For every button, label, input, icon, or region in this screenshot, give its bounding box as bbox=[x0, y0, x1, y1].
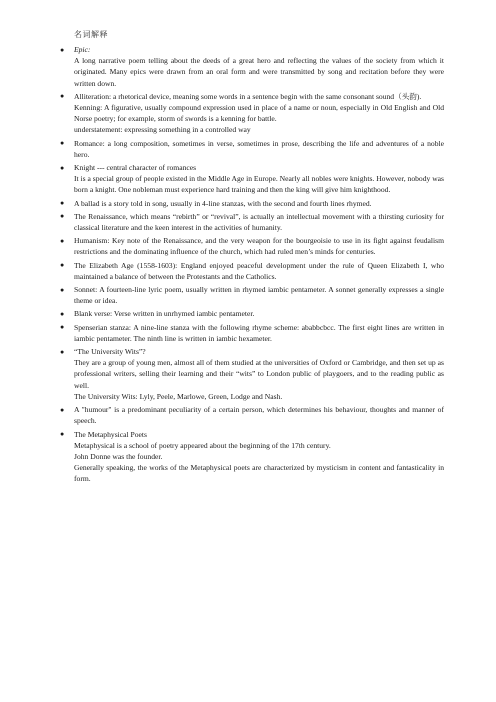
definition: The Elizabeth Age (1558-1603): England enjoyed peaceful development under the rule of Queen Elizabeth I, who maintained a balance of between the Protestants and the Catholics. bbox=[74, 260, 444, 281]
term: Knight --- central character of romances bbox=[74, 163, 197, 173]
entry-humanism bbox=[58, 235, 444, 257]
entry-humour bbox=[58, 404, 444, 426]
definition: A "humour" is a predominant peculiarity of a certain person, which determines his behaviour, thoughts and manner of speech. bbox=[74, 405, 444, 426]
entry-epic bbox=[58, 44, 444, 89]
bullet-icon: ● bbox=[60, 139, 65, 148]
entry-metaphysical-poets bbox=[58, 429, 444, 485]
definition: They are a group of young men, almost all of them studied at the universities of Oxford or Cambridge, and then set up as professional writers, selling their learning and their “wits” to London public of playgoers, and to the reading public as well. bbox=[74, 358, 444, 390]
definition: Humanism: Key note of the Renaissance, and the very weapon for the bourgeoisie to use in its fight against feudalism restrictions and the dominating influence of the church, which had ruled men’s minds for centuries. bbox=[74, 236, 444, 257]
definition: Spenserian stanza: A nine-line stanza with the following rhyme scheme: ababbcbcc. The first eight lines are written in iambic pentameter. The ninth line is written in iambic hexameter. bbox=[74, 322, 444, 343]
bullet-icon: ● bbox=[60, 163, 65, 172]
definition: understatement: expressing something in a controlled way bbox=[74, 125, 251, 135]
entry-elizabeth-age bbox=[58, 260, 444, 282]
definition: A ballad is a story told in song, usually in 4-line stanzas, with the second and fourth lines rhymed. bbox=[74, 198, 372, 208]
bullet-icon: ● bbox=[60, 92, 65, 101]
bullet-icon: ● bbox=[60, 45, 65, 54]
entry-sonnet bbox=[58, 284, 444, 306]
definition: Romance: a long composition, sometimes in verse, sometimes in prose, describing the life and adventures of a noble hero. bbox=[74, 138, 444, 159]
definition: The University Wits: Lyly, Peele, Marlowe, Green, Lodge and Nash. bbox=[74, 391, 283, 401]
bullet-icon: ● bbox=[60, 323, 65, 332]
definition: Generally speaking, the works of the Metaphysical poets are characterized by mysticism in content and fantasticality in form. bbox=[74, 463, 444, 484]
bullet-icon: ● bbox=[60, 261, 65, 270]
definition: It is a special group of people existed in the Middle Age in Europe. Nearly all nobles were knights. However, nobody was born a knight. One nobleman must experience hard training and then the king will give him knighthood. bbox=[74, 174, 445, 195]
definition: The Renaissance, which means “rebirth” or “revival”, is actually an intellectual movement with a thirsting curiosity for classical literature and the keen interest in the activities of humanity. bbox=[74, 211, 444, 233]
entry-spenserian-stanza bbox=[58, 322, 444, 344]
entry-university-wits bbox=[58, 346, 444, 402]
bullet-icon: ● bbox=[60, 212, 65, 221]
definition: Kenning: A figurative, usually compound expression used in place of a name or noun, especially in Old English and Old Norse poetry; for example, storm of swords is a kenning for battle. bbox=[74, 103, 444, 124]
term: “The University Wits”? bbox=[74, 347, 146, 357]
bullet-icon: ● bbox=[60, 236, 65, 245]
bullet-icon: ● bbox=[60, 199, 65, 208]
entry-knight bbox=[58, 162, 444, 196]
definition: A long narrative poem telling about the deeds of a great hero and reflecting the values of the society from which it originated. Many epics were drawn from an oral form and were transmitted by song and recitation before they were written down. bbox=[74, 56, 444, 88]
definition: Metaphysical is a school of poetry appeared about the beginning of the 17th century. bbox=[74, 440, 331, 450]
definition: Alliteration: a rhetorical device, meaning some words in a sentence begin with the same consonant sound（头韵). bbox=[74, 91, 422, 101]
bullet-icon: ● bbox=[60, 405, 65, 414]
definition: Blank verse: Verse written in unrhymed iambic pentameter. bbox=[74, 309, 255, 319]
bullet-icon: ● bbox=[60, 347, 65, 356]
glossary-list bbox=[58, 44, 444, 487]
definition: John Donne was the founder. bbox=[74, 451, 163, 461]
term: Epic: bbox=[74, 45, 91, 54]
bullet-icon: ● bbox=[60, 309, 65, 318]
entry-ballad bbox=[58, 198, 444, 209]
entry-renaissance bbox=[58, 211, 444, 233]
bullet-icon: ● bbox=[60, 285, 65, 294]
definition: Sonnet: A fourteen-line lyric poem, usually written in rhymed iambic pentameter. A sonnet generally expresses a single theme or idea. bbox=[74, 285, 444, 306]
entry-romance bbox=[58, 138, 444, 160]
page-heading: 名词解释 bbox=[74, 30, 108, 39]
entry-blank-verse bbox=[58, 308, 444, 319]
bullet-icon: ● bbox=[60, 430, 65, 438]
term: The Metaphysical Poets bbox=[74, 429, 147, 439]
entry-alliteration bbox=[58, 91, 444, 136]
